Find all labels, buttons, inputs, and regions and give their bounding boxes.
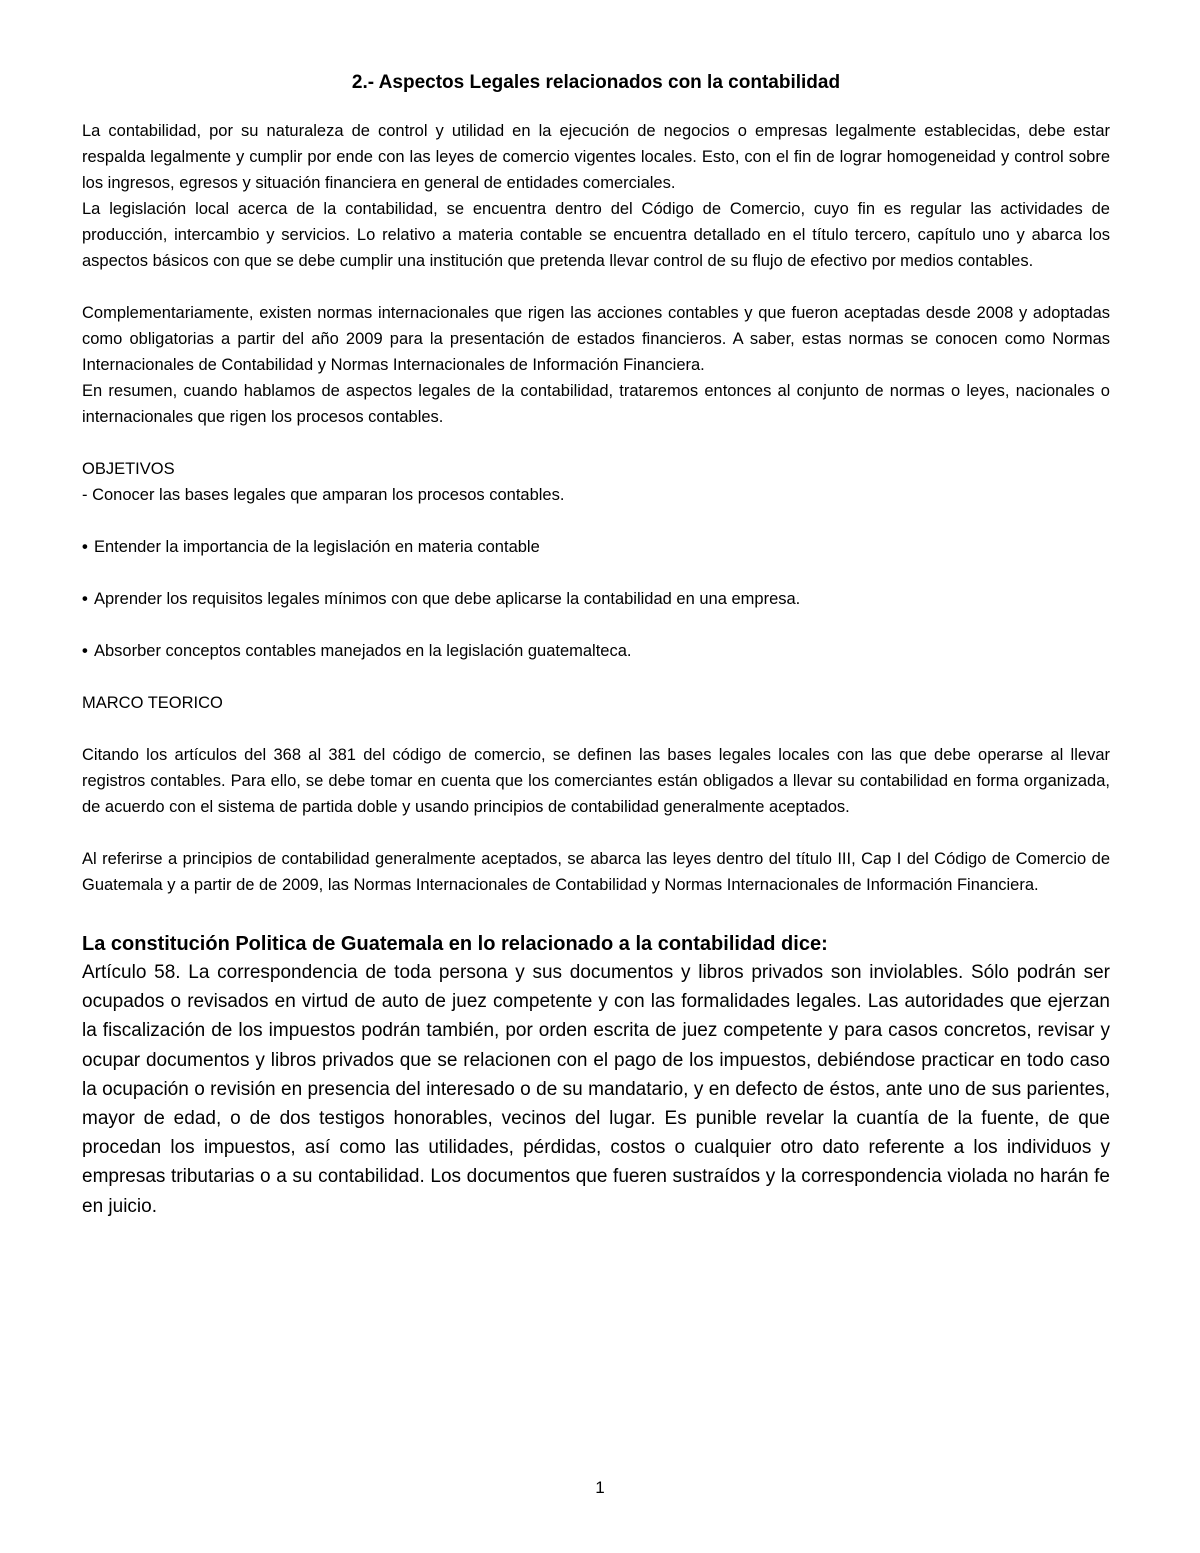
marco-teorico-label: MARCO TEORICO [82,694,223,712]
spacer [82,430,1110,456]
paragraph-principios: Al referirse a principios de contabilidad generalmente aceptados, se abarca las leyes dentro del título III, Cap I del Código de Comercio de Guatemala y a partir de de 2009, las Normas Internacionales de Contabilidad y Normas Internacionales de Información Financiera. [82,850,1110,894]
bullet-icon: • [82,538,88,556]
document-page [82,70,1110,1221]
spacer [82,898,1110,924]
objetivo-bullet-text: Absorber conceptos contables manejados en la legislación guatemalteca. [94,642,632,660]
spacer [82,508,1110,534]
objetivo-bullet-item [82,534,1110,560]
objetivo-bullet-text: Entender la importancia de la legislación en materia contable [94,538,540,556]
spacer [82,716,1110,742]
spacer [82,274,1110,300]
paragraph-normas-internacionales: Complementariamente, existen normas internacionales que rigen las acciones contables y que fueron aceptadas desde 2008 y adoptadas como obligatorias a partir del año 2009 para la presentación de estados financieros. A saber, estas normas se conocen como Normas Internacionales de Contabilidad y Normas Internacionales de Información Financiera. [82,304,1110,374]
paragraph-intro: La contabilidad, por su naturaleza de control y utilidad en la ejecución de negocios o empresas legalmente establecidas, debe estar respalda legalmente y cumplir por ende con las leyes de comercio vigentes locales. Esto, con el fin de lograr homogeneidad y control sobre los ingresos, egresos y situación financiera en general de entidades comerciales. [82,122,1110,192]
paragraph-resumen: En resumen, cuando hablamos de aspectos legales de la contabilidad, trataremos entonces al conjunto de normas o leyes, nacionales o internacionales que rigen los procesos contables. [82,382,1110,426]
articulo-58-text: Artículo 58. La correspondencia de toda persona y sus documentos y libros privados son inviolables. Sólo podrán ser ocupados o revisados en virtud de auto de juez competente y con las formalidades legales. Las autoridades que ejerzan la fiscalización de los impuestos podrán también, por orden escrita de juez competente y para casos concretos, revisar y ocupar documentos y libros privados que se relacionen con el pago de los impuestos, debiéndose practicar en todo caso la ocupación o revisión en presencia del interesado o de su mandatario, y en defecto de éstos, ante uno de sus parientes, mayor de edad, o de dos testigos honorables, vecinos del lugar. Es punible revelar la cuantía de la fuente, de que procedan los impuestos, así como las utilidades, pérdidas, costos o cualquier otro dato referente a los individuos y empresas tributarias o a su contabilidad. Los documentos que fueren sustraídos y la correspondencia violada no harán fe en juicio. [82,962,1110,1217]
paragraph-legislacion-local: La legislación local acerca de la contabilidad, se encuentra dentro del Código de Comercio, cuyo fin es regular las actividades de producción, intercambio y servicios. Lo relativo a materia contable se encuentra detallado en el título tercero, capítulo uno y abarca los aspectos básicos con que se debe cumplir una institución que pretenda llevar control de su flujo de efectivo por medios contables. [82,200,1110,270]
objetivo-bullet-text: Aprender los requisitos legales mínimos con que debe aplicarse la contabilidad en una empresa. [94,590,801,608]
bullet-icon: • [82,590,88,608]
page-number: 1 [595,1478,605,1497]
objetivo-bullet-item [82,638,1110,664]
spacer [82,820,1110,846]
spacer [82,612,1110,638]
paragraph-codigo-comercio: Citando los artículos del 368 al 381 del código de comercio, se definen las bases legales locales con las que debe operarse al llevar registros contables. Para ello, se debe tomar en cuenta que los comerciantes están obligados a llevar su contabilidad en forma organizada, de acuerdo con el sistema de partida doble y usando principios de contabilidad generalmente aceptados. [82,746,1110,816]
bullet-icon: • [82,642,88,660]
spacer [82,664,1110,690]
document-title: 2.- Aspectos Legales relacionados con la contabilidad [351,72,841,93]
objetivos-label: OBJETIVOS [82,460,175,478]
spacer [82,560,1110,586]
objetivo-bullet-item [82,586,1110,612]
objetivo-item-1: - Conocer las bases legales que amparan los procesos contables. [82,486,565,504]
section-heading-constitucion: La constitución Politica de Guatemala en lo relacionado a la contabilidad dice: [82,933,828,955]
